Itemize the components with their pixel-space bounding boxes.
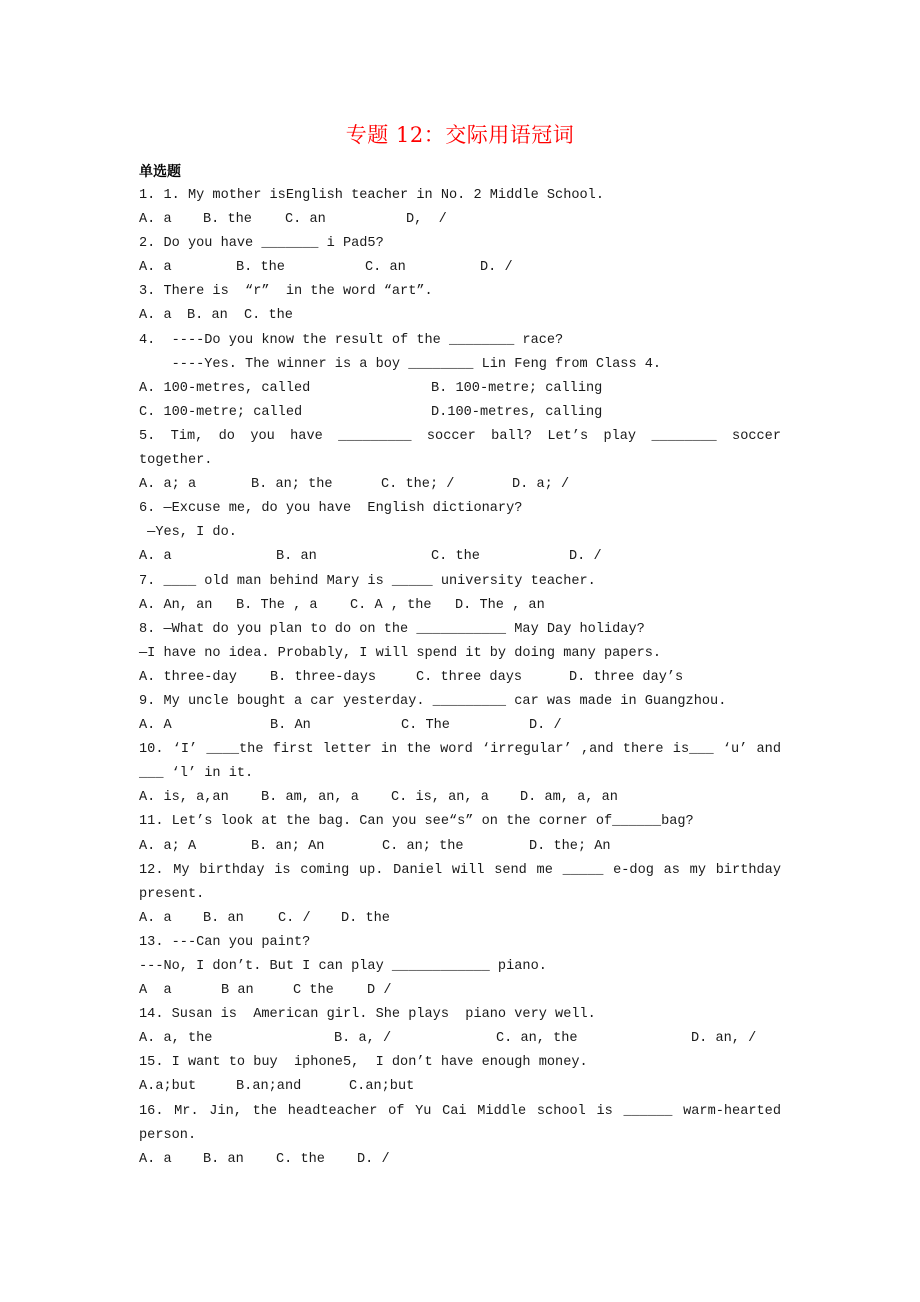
answer-option-b: B. an; the — [251, 477, 333, 493]
answer-option-c: C. three days — [416, 669, 523, 685]
answer-options — [139, 594, 781, 618]
answer-option-c: C the — [293, 983, 334, 999]
question-text: ---No, I don’t. But I can play ____________ piano. — [139, 959, 547, 974]
answer-option-b: B. an — [203, 910, 244, 926]
answer-option-d: D. / — [529, 718, 562, 734]
question-text: ----Yes. The winner is a boy ________ Lin Feng from Class 4. — [139, 356, 662, 372]
question-text: 7. ____ old man behind Mary is _____ university teacher. — [139, 573, 596, 589]
answer-options — [139, 979, 781, 1003]
answer-option-c: C. A , the — [350, 597, 432, 613]
answer-option-b: B. An — [270, 718, 311, 734]
document-title: 专题 12：交际用语冠词 — [345, 123, 575, 147]
answer-option-b: B. an — [187, 308, 228, 324]
question-text: person. — [139, 1127, 197, 1143]
answer-options — [139, 714, 781, 738]
answer-option-c: C. an — [365, 260, 406, 276]
answer-option-c: C. an — [285, 212, 326, 228]
answer-option-d: D. / — [480, 260, 513, 276]
question-text: —Yes, I do. — [139, 525, 237, 541]
answer-option-b: B. an — [203, 1151, 244, 1167]
question-text: 13. ---Can you paint? — [139, 934, 311, 950]
answer-option-d: D. The , an — [455, 597, 545, 613]
answer-option-a: A. a — [139, 1151, 172, 1167]
answer-option-c: C. The — [401, 718, 450, 734]
question-text: together. — [139, 453, 213, 469]
answer-option-b: B. an; An — [251, 838, 325, 854]
question-text: 6. —Excuse me, do you have English dictionary? — [139, 501, 523, 517]
question-text: 4. ----Do you know the result of the ________ race? — [139, 332, 564, 348]
answer-option-a: A. a — [139, 910, 172, 926]
question-text: 3. There is “r” in the word “art”. — [139, 284, 433, 300]
question-text: present. — [139, 886, 205, 902]
answer-options — [139, 1075, 781, 1099]
answer-option-a: A.a;but — [139, 1079, 197, 1095]
answer-option-a: A. A — [139, 718, 172, 734]
answer-options — [139, 786, 781, 810]
answer-option-c: C. is, an, a — [391, 790, 489, 806]
answer-options — [139, 1027, 781, 1051]
answer-option-a: A. a — [139, 308, 172, 324]
answer-option-d: D. a; / — [512, 477, 570, 493]
question-text: ___ ‘l’ in it. — [139, 766, 254, 782]
answer-options — [139, 545, 781, 569]
answer-options — [139, 473, 781, 497]
answer-option-a: A. a — [139, 549, 172, 565]
answer-option-a: A. a; a — [139, 477, 197, 493]
answer-option-b: B an — [221, 983, 254, 999]
section-heading: 单选题 — [139, 164, 181, 180]
answer-options — [139, 401, 781, 425]
answer-option-d: D. the — [341, 910, 390, 926]
question-text: —I have no idea. Probably, I will spend it by doing many papers. — [139, 645, 662, 661]
question-text: 15. I want to buy iphone5, I don’t have enough money. — [139, 1055, 588, 1071]
question-text: 11. Let’s look at the bag. Can you see“s” on the corner of______bag? — [139, 814, 694, 830]
answer-option-a: A. a — [139, 212, 172, 228]
answer-options — [139, 377, 781, 401]
question-text: 12. My birthday is coming up. Daniel will send me _____ e-dog as my birthday — [139, 862, 781, 878]
question-text: 2. Do you have _______ i Pad5? — [139, 236, 384, 252]
answer-option-a: A. a, the — [139, 1031, 213, 1047]
answer-option-d: D. / — [569, 549, 602, 565]
answer-option-a: A. is, a,an — [139, 790, 229, 806]
answer-option-d: D. three day’s — [569, 669, 684, 685]
answer-option-c: C. an, the — [496, 1031, 578, 1047]
question-list — [139, 184, 781, 1172]
answer-option-c: C. the; / — [381, 477, 455, 493]
answer-option-a: A. a; A — [139, 838, 197, 854]
answer-option-b: B. The , a — [236, 597, 318, 613]
answer-option-a: A. a — [139, 260, 172, 276]
question-text: 1. 1. My mother isEnglish teacher in No. 2 Middle School. — [139, 188, 604, 203]
answer-option-c: C. / — [278, 910, 311, 926]
answer-option-b: B. three-days — [270, 669, 377, 685]
answer-options — [139, 1148, 781, 1172]
answer-options — [139, 907, 781, 931]
answer-options — [139, 666, 781, 690]
answer-option-d: D. am, a, an — [520, 790, 618, 806]
answer-option-b: B. 100-metre; calling — [431, 380, 603, 396]
answer-option-d: D / — [367, 983, 392, 999]
answer-option-a: A. three-day — [139, 669, 237, 685]
question-text: 8. —What do you plan to do on the ___________ May Day holiday? — [139, 621, 645, 637]
answer-option-d: D. / — [357, 1151, 390, 1167]
answer-option-c: C. the — [431, 549, 480, 565]
answer-option-a: A. An, an — [139, 597, 213, 613]
answer-option-a: A a — [139, 983, 172, 999]
answer-option-d: D. the; An — [529, 838, 611, 854]
answer-option-d: D.100-metres, calling — [431, 404, 603, 420]
answer-option-c: C. the — [244, 308, 293, 324]
question-text: 9. My uncle bought a car yesterday. _________ car was made in Guangzhou. — [139, 693, 727, 709]
answer-option-d: D, / — [406, 212, 447, 228]
question-text: 5. Tim, do you have _________ soccer ball? Let’s play ________ soccer — [139, 428, 781, 444]
answer-option-a: A. 100-metres, called — [139, 380, 311, 396]
answer-option-c: C. an; the — [382, 838, 464, 854]
answer-option-b: B. am, an, a — [261, 790, 359, 806]
question-text: 16. Mr. Jin, the headteacher of Yu Cai Middle school is ______ warm-hearted — [139, 1103, 781, 1119]
answer-option-d: D. an, / — [691, 1031, 757, 1047]
answer-option-c: C.an;but — [349, 1079, 415, 1095]
question-text: 14. Susan is American girl. She plays piano very well. — [139, 1007, 596, 1023]
answer-options — [139, 256, 781, 280]
answer-option-b: B. a, / — [334, 1031, 392, 1047]
answer-option-c: C. 100-metre; called — [139, 404, 303, 420]
answer-options — [139, 208, 781, 232]
answer-option-b: B. the — [203, 212, 252, 228]
answer-option-b: B. an — [276, 549, 317, 565]
answer-option-b: B.an;and — [236, 1079, 302, 1095]
answer-options — [139, 835, 781, 859]
question-text: 10. ‘I’ ____the first letter in the word ‘irregular’ ,and there is___ ‘u’ and — [139, 742, 781, 758]
answer-options — [139, 304, 781, 328]
answer-option-b: B. the — [236, 260, 285, 276]
answer-option-c: C. the — [276, 1151, 325, 1167]
